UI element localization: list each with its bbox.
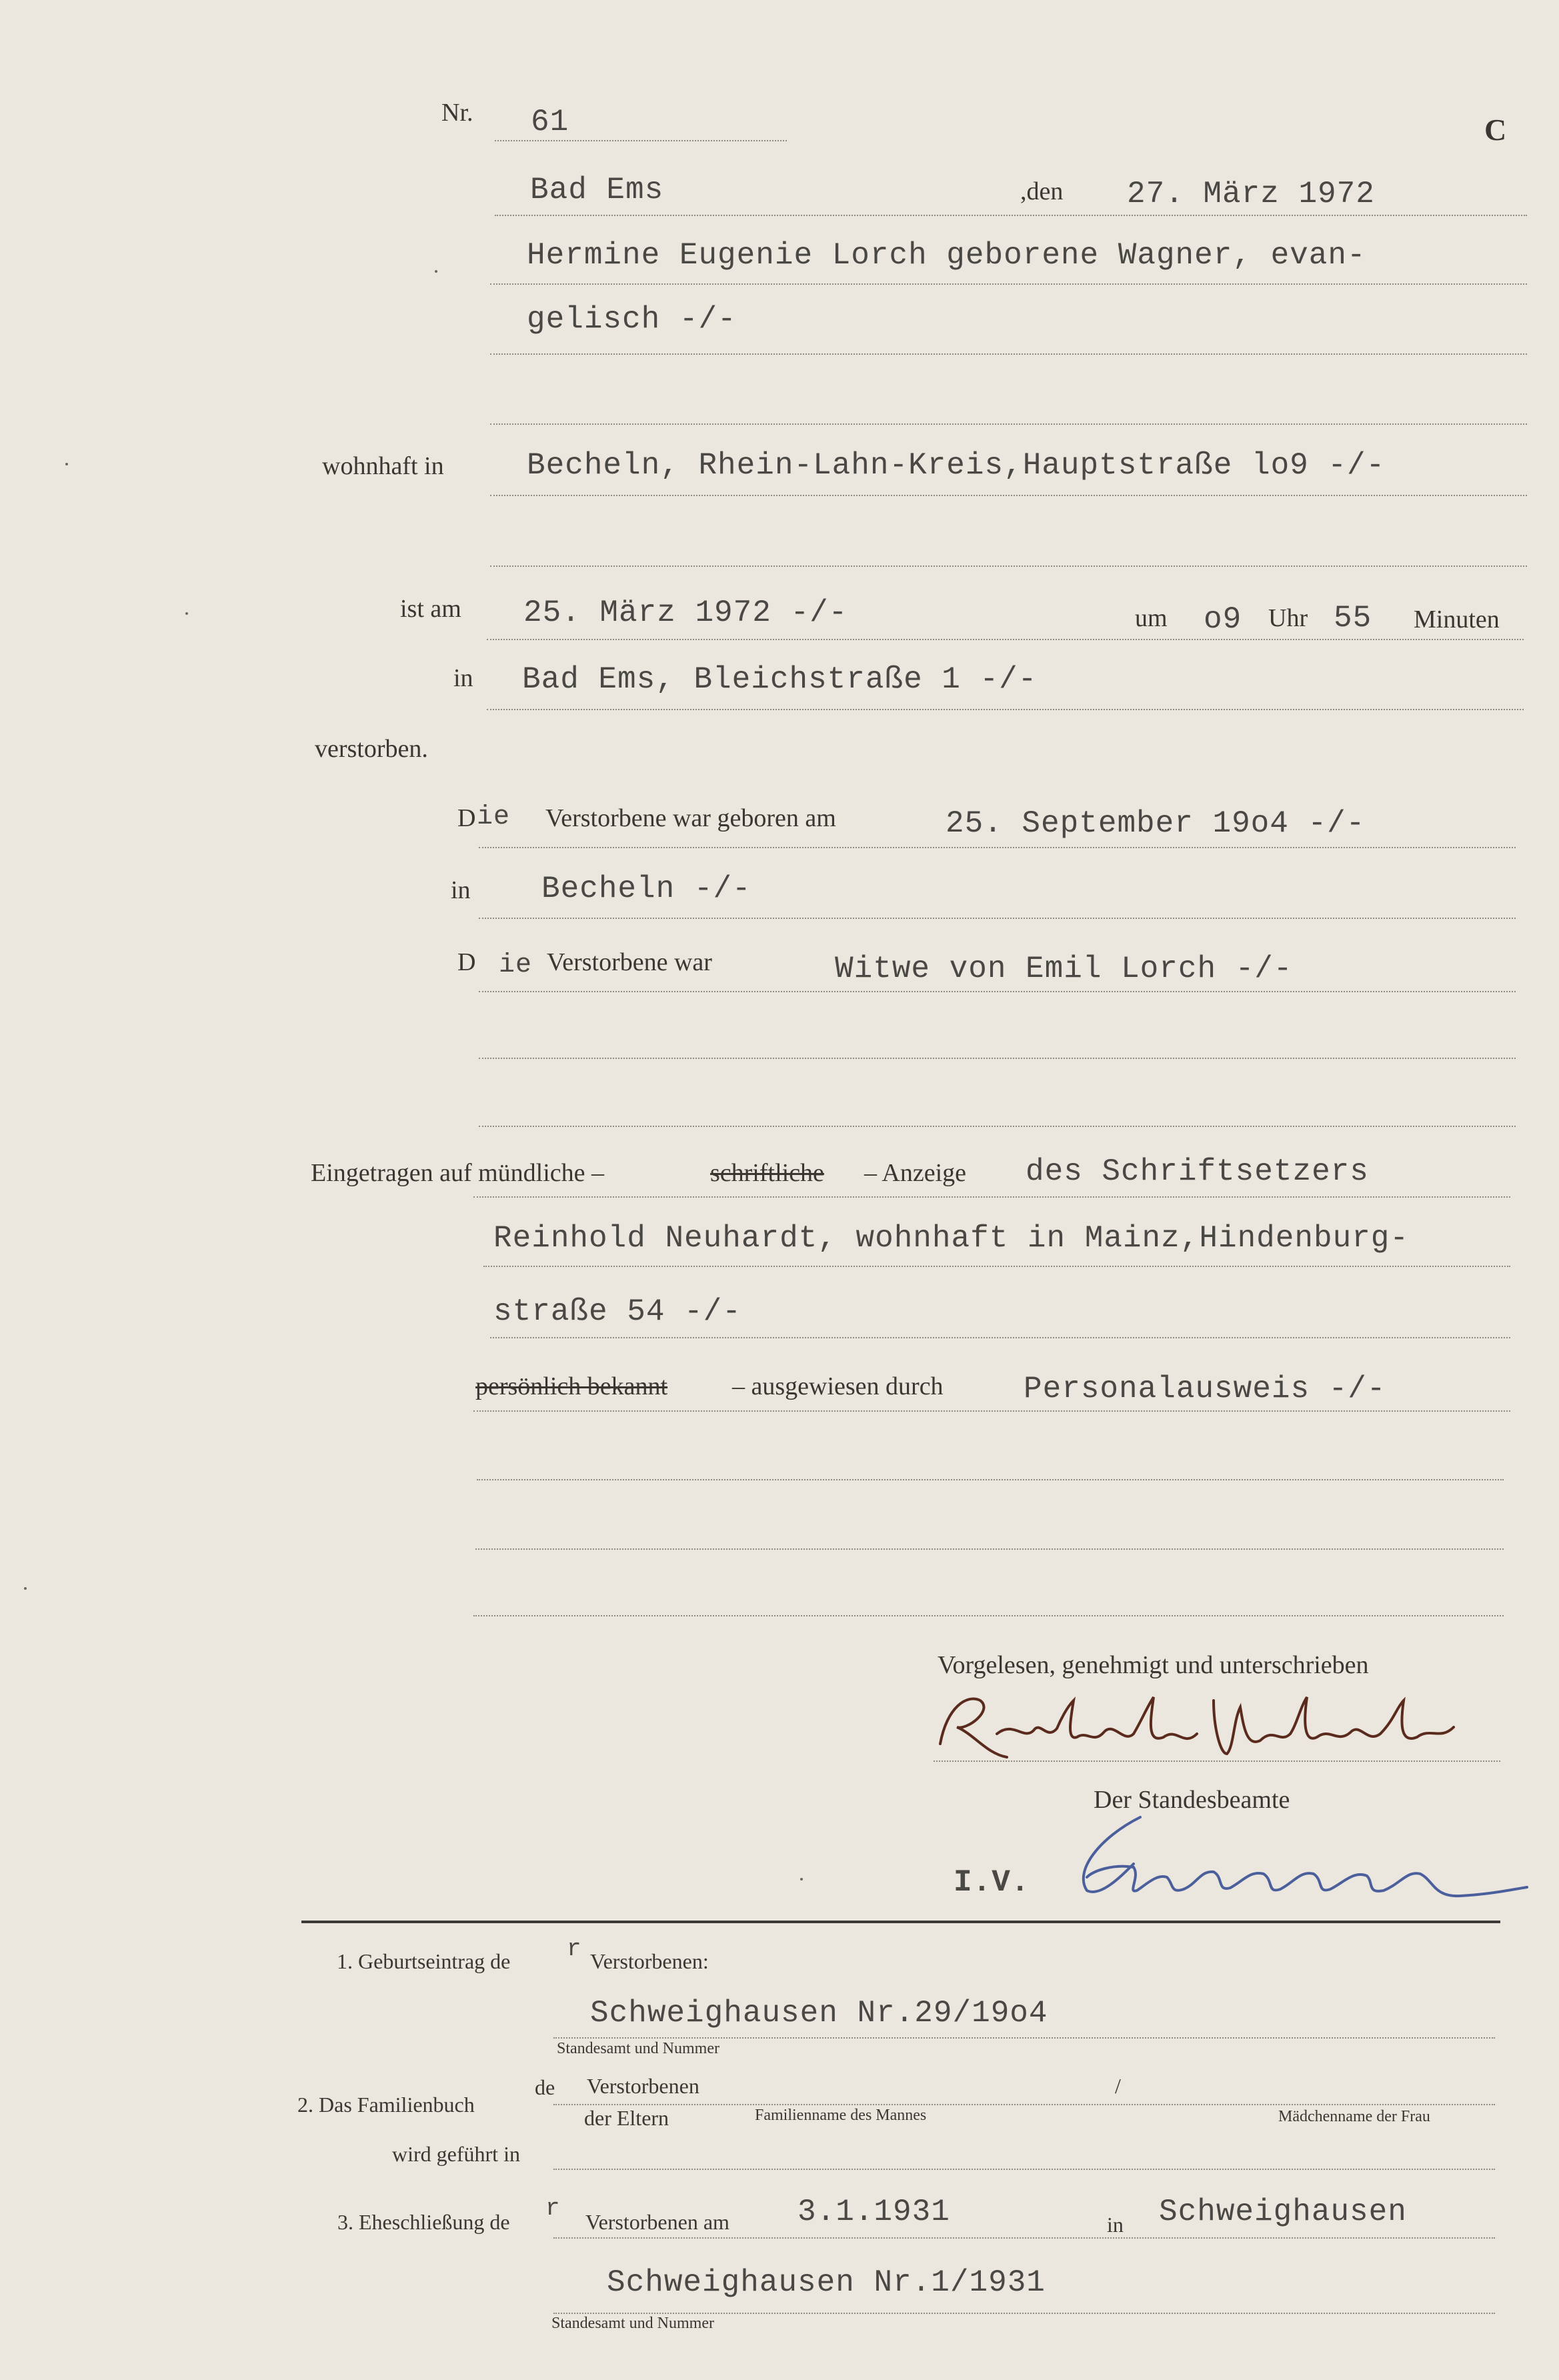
paper-speck <box>24 1587 27 1590</box>
item3-suffix: r <box>545 2195 561 2222</box>
status-value: Witwe von Emil Lorch -/- <box>835 952 1293 986</box>
paper-speck <box>435 270 437 273</box>
id-line-3 <box>475 1548 1504 1550</box>
item1-office-label: Standesamt und Nummer <box>557 2040 719 2057</box>
den-label: ,den <box>1020 177 1064 205</box>
registration-date: 27. März 1972 <box>1127 177 1375 211</box>
residence-value: Becheln, Rhein-Lahn-Kreis,Hauptstraße lo9 -/- <box>527 448 1386 483</box>
status-line-2 <box>479 1058 1516 1059</box>
informant-line1: des Schriftsetzers <box>1026 1154 1369 1189</box>
item2-husband-label: Familienname des Mannes <box>755 2107 927 2124</box>
uhr-label: Uhr <box>1268 604 1308 632</box>
item3-value: Schweighausen Nr.1/1931 <box>607 2265 1046 2300</box>
informant-signature-line <box>934 1760 1500 1762</box>
status-line-3 <box>479 1126 1516 1127</box>
item2-label: 2. Das Familienbuch <box>297 2093 475 2117</box>
death-date-label: ist am <box>400 595 461 623</box>
paper-speck <box>65 463 68 465</box>
status-prefix: D <box>457 948 476 976</box>
section-divider <box>301 1921 1500 1923</box>
death-hour: o9 <box>1204 602 1242 637</box>
verstorben-label: verstorben. <box>315 735 428 763</box>
registration-line-1 <box>473 1196 1510 1198</box>
deceased-name-line1: Hermine Eugenie Lorch geborene Wagner, evan- <box>527 238 1366 273</box>
persoenlich-bekannt-label: persönlich bekannt <box>475 1372 668 1400</box>
item2-kept-label: wird geführt in <box>392 2142 520 2166</box>
item3-office-label: Standesamt und Nummer <box>551 2315 714 2332</box>
registrar-label: Der Standesbeamte <box>1094 1786 1290 1814</box>
item1-value: Schweighausen Nr.29/19o4 <box>590 1996 1048 2031</box>
status-suffix: ie <box>499 950 533 980</box>
iv-label: I.V. <box>954 1865 1030 1900</box>
name-line-1 <box>490 283 1527 285</box>
id-document: Personalausweis -/- <box>1024 1372 1386 1406</box>
minuten-label: Minuten <box>1414 606 1500 634</box>
form-letter: C <box>1484 113 1507 147</box>
item1-suffix: r <box>567 1935 582 1963</box>
item3-mid: Verstorbenen am <box>585 2210 729 2234</box>
eingetragen-label: Eingetragen auf mündliche – <box>311 1159 605 1187</box>
item3-date: 3.1.1931 <box>798 2195 950 2229</box>
birth-place-line <box>479 918 1516 919</box>
name-line-2 <box>490 353 1527 355</box>
informant-line2: Reinhold Neuhardt, wohnhaft in Mainz,Hindenburg- <box>493 1221 1410 1256</box>
id-line <box>473 1410 1510 1412</box>
um-label: um <box>1135 604 1168 632</box>
death-date-line <box>487 639 1524 640</box>
nr-value: 61 <box>531 105 569 139</box>
place-of-registration: Bad Ems <box>530 173 664 207</box>
item3-in: in <box>1107 2213 1124 2237</box>
birth-place-label: in <box>451 876 471 904</box>
item3-label: 3. Eheschließung de <box>337 2210 510 2234</box>
item1-line <box>553 2037 1495 2039</box>
nr-label: Nr. <box>441 99 473 127</box>
registrar-signature <box>1060 1797 1527 1911</box>
death-place-line <box>487 709 1524 710</box>
death-place-label: in <box>453 664 473 692</box>
paper-speck <box>185 612 188 615</box>
registration-line-2 <box>483 1266 1510 1267</box>
item3-line <box>553 2237 1495 2239</box>
nr-line <box>495 140 787 141</box>
item3-value-line <box>553 2313 1495 2314</box>
informant-signature <box>934 1680 1480 1767</box>
item2-verstorbenen: Verstorbenen <box>587 2074 699 2098</box>
residence-label: wohnhaft in <box>322 452 444 480</box>
id-line-4 <box>473 1615 1504 1616</box>
item1-tail: Verstorbenen: <box>590 1949 709 1973</box>
birth-date: 25. September 19o4 -/- <box>946 806 1366 841</box>
birth-prefix: D <box>457 804 476 832</box>
death-place: Bad Ems, Bleichstraße 1 -/- <box>522 662 1038 697</box>
deceased-name-line2: gelisch -/- <box>527 302 737 337</box>
item3-place: Schweighausen <box>1159 2195 1407 2229</box>
ausgewiesen-label: – ausgewiesen durch <box>732 1372 944 1400</box>
item2-de: de <box>535 2075 555 2099</box>
birth-suffix: ie <box>477 802 511 832</box>
residence-line <box>490 495 1527 496</box>
id-line-2 <box>477 1479 1504 1480</box>
item2-eltern: der Eltern <box>584 2106 669 2130</box>
item2-kept-line <box>553 2169 1495 2170</box>
residence-line-2 <box>490 565 1527 567</box>
death-date: 25. März 1972 -/- <box>523 596 848 630</box>
death-minutes: 55 <box>1334 601 1372 636</box>
birth-date-line <box>479 847 1516 848</box>
name-line-3 <box>490 423 1527 425</box>
birth-label: Verstorbene war geboren am <box>545 804 836 832</box>
read-approved-label: Vorgelesen, genehmigt und unterschrieben <box>938 1651 1369 1679</box>
paper-speck <box>800 1878 803 1881</box>
anzeige-label: – Anzeige <box>864 1159 967 1187</box>
status-label: Verstorbene war <box>547 948 712 976</box>
item2-wife-label: Mädchenname der Frau <box>1278 2108 1430 2125</box>
place-date-line <box>495 215 1527 216</box>
schriftliche-label: schriftliche <box>710 1159 824 1187</box>
status-line <box>479 991 1516 992</box>
birth-place: Becheln -/- <box>541 872 751 906</box>
item1-label: 1. Geburtseintrag de <box>337 1949 511 1973</box>
item2-slash: / <box>1115 2074 1121 2098</box>
informant-line3: straße 54 -/- <box>493 1294 741 1329</box>
item2-line <box>553 2104 1495 2105</box>
registration-line-3 <box>490 1337 1510 1338</box>
